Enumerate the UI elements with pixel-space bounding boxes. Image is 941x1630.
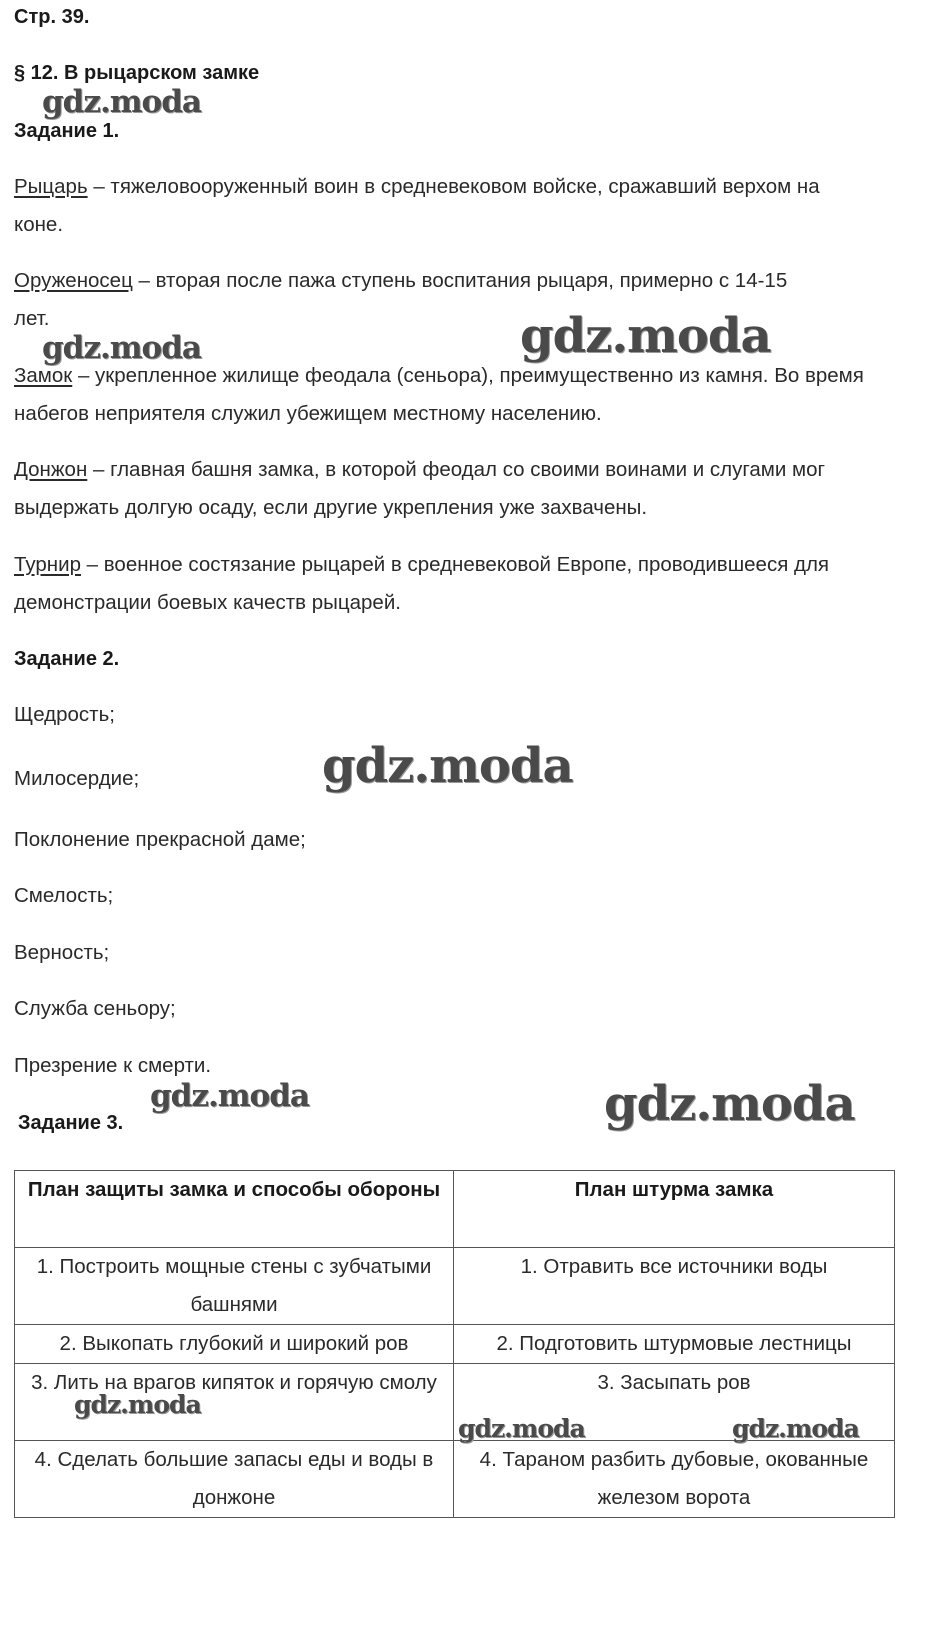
table-cell: 2. Выкопать глубокий и широкий ров — [15, 1325, 454, 1364]
term-knight — [14, 168, 864, 244]
watermark-logo: gdz.moda — [42, 330, 201, 366]
table-cell: 2. Подготовить штурмовые лестницы — [454, 1325, 895, 1364]
table-cell: 4. Сделать большие запасы еды и воды в донжоне — [15, 1441, 454, 1518]
list-item: Щедрость; — [14, 703, 115, 726]
watermark-logo: gdz.moda — [150, 1078, 309, 1114]
section-title: § 12. В рыцарском замке — [14, 62, 260, 84]
table-cell: 1. Построить мощные стены с зубчатыми башнями — [15, 1248, 454, 1325]
term-definition: – военное состязание рыцарей в средневековой Европе, проводившееся для демонстрации боевых качеств рыцарей. — [14, 553, 830, 614]
table-cell: 4. Тараном разбить дубовые, окованные железом ворота — [454, 1441, 895, 1518]
term-definition: – тяжеловооруженный воин в средневековом войске, сражавший верхом на коне. — [14, 175, 820, 236]
watermark-logo: gdz.moda — [604, 1076, 855, 1132]
watermark-logo: gdz.moda — [322, 738, 573, 794]
term-label: Замок — [14, 364, 73, 387]
term-donjon — [14, 451, 864, 527]
list-item: Поклонение прекрасной даме; — [14, 828, 306, 851]
term-label: Донжон — [14, 458, 88, 481]
watermark-logo: gdz.moda — [74, 1390, 201, 1419]
watermark-logo: gdz.moda — [458, 1414, 585, 1443]
column-header-assault: План штурма замка — [454, 1171, 895, 1248]
watermark-logo: gdz.moda — [520, 308, 771, 364]
list-item: Смелость; — [14, 884, 114, 907]
list-item: Служба сеньору; — [14, 997, 176, 1020]
column-header-defense: План защиты замка и способы обороны — [15, 1171, 454, 1248]
table-cell: 1. Отравить все источники воды — [454, 1248, 895, 1325]
table-header-row — [15, 1171, 895, 1248]
term-label: Рыцарь — [14, 175, 88, 198]
task3-heading: Задание 3. — [18, 1112, 124, 1134]
table-row — [15, 1441, 895, 1518]
list-item: Милосердие; — [14, 767, 140, 790]
term-castle — [14, 357, 864, 433]
term-definition: – укрепленное жилище феодала (сеньора), преимущественно из камня. Во время набегов неприятеля служил убежищем местному населению. — [14, 364, 864, 425]
list-item: Презрение к смерти. — [14, 1054, 212, 1077]
plan-table — [14, 1170, 895, 1518]
table-cell: 3. Лить на врагов кипяток и горячую смолу — [15, 1364, 454, 1441]
task2-heading: Задание 2. — [14, 648, 120, 670]
table-row — [15, 1248, 895, 1325]
table-cell: 3. Засыпать ров — [454, 1364, 895, 1441]
term-definition: – главная башня замка, в которой феодал со своими воинами и слугами мог выдержать долгую осаду, если другие укрепления уже захвачены. — [14, 458, 826, 519]
term-label: Оруженосец — [14, 269, 133, 292]
watermark-logo: gdz.moda — [732, 1414, 859, 1443]
list-item: Верность; — [14, 941, 110, 964]
page-number: Стр. 39. — [14, 6, 90, 28]
term-tournament — [14, 546, 864, 622]
term-definition: – вторая после пажа ступень воспитания рыцаря, примерно с 14-15 лет. — [14, 269, 788, 330]
task1-heading: Задание 1. — [14, 120, 120, 142]
watermark-logo: gdz.moda — [42, 84, 201, 120]
term-label: Турнир — [14, 553, 81, 576]
table-row — [15, 1325, 895, 1364]
